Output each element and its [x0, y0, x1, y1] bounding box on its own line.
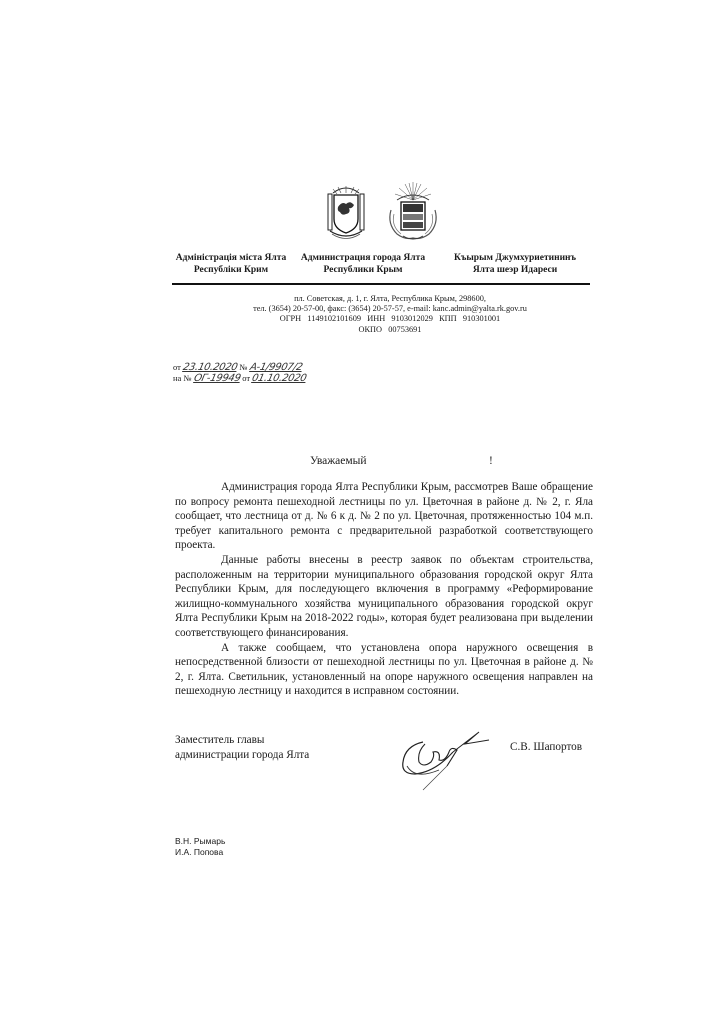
reply-from-label: от — [242, 373, 251, 383]
address-line: пл. Советская, д. 1, г. Ялта, Республика Крым, 298600, — [294, 294, 486, 303]
org-name-ukrainian — [172, 252, 290, 276]
org-name-crimean-tatar-line-2: Ялта шеэр Идареси — [472, 265, 558, 275]
outgoing-number: А-1/9907/2 — [248, 362, 304, 373]
signatory-position — [175, 733, 309, 762]
phone-fax-email-line: тел. (3654) 20-57-00, факс: (3654) 20-57-57, e-mail: kanc.admin@yalta.rk.gov.ru — [253, 304, 527, 314]
incoming-reference — [173, 373, 307, 384]
org-name-crimean-tatar — [440, 252, 590, 276]
salutation-end: ! — [489, 455, 493, 467]
org-name-russian-line-1: Администрация города Ялта — [300, 253, 426, 263]
executor-name: В.Н. Рымарь — [175, 836, 226, 846]
salutation: Уважаемый — [310, 455, 367, 467]
reply-number: ОГ-19949 — [192, 373, 242, 384]
signatory-name: С.В. Шапортов — [510, 741, 583, 753]
okpo-line: ОКПО 00753691 — [358, 324, 422, 334]
number-label: № — [239, 362, 248, 372]
org-name-crimean-tatar-line-1: Къырым Джумхуриетининъ — [453, 253, 577, 263]
executors — [175, 836, 225, 857]
signatory-position-line-2: администрации города Ялта — [175, 748, 310, 761]
from-label: от — [173, 362, 181, 372]
outgoing-reference — [173, 362, 302, 373]
outgoing-date: 23.10.2020 — [181, 362, 239, 373]
body-paragraph: Администрация города Ялта Республики Крым, рассмотрев Ваше обращение по вопросу ремонта пешеходной лестницы по ул. Цветочная в районе д. № 2, г. Яла сообщает, что лестница от д. № 6 к д. № 2 по ул. Цветочная, протяженностью 104 м.п. требует капитального ремонта с предварительной разработкой соответствующего проекта. — [175, 481, 593, 552]
registration-codes-line: ОГРН 1149102101609 ИНН 9103012029 КПП 910301001 — [279, 314, 501, 324]
contact-details — [210, 294, 570, 335]
body-paragraph: Данные работы внесены в реестр заявок по объектам строительства, расположенным на территории муниципального образования городской округ Ялта Республики Крым, для последующего включения в программу «Реформирование жилищно-коммунального хозяйства муниципального образования городской округ Ялта Республики Крым на 2018-2022 годы», которая будет реализована при выделении соответствующего финансирования. — [175, 553, 593, 639]
signatory-position-line-1: Заместитель главы — [175, 734, 265, 746]
yalta-coat-of-arms-icon — [385, 180, 441, 244]
crimea-coat-of-arms-icon — [325, 185, 367, 241]
letterhead-divider — [172, 283, 590, 285]
org-name-ukrainian-line-2: Республіки Крим — [193, 265, 269, 275]
handwritten-signature-icon — [395, 722, 495, 792]
org-name-russian — [296, 252, 430, 276]
reply-number-label: на № — [173, 373, 192, 383]
body-paragraph: А также сообщаем, что установлена опора наружного освещения в непосредственной близости от пешеходной лестницы по ул. Цветочная в районе д. № 2, г. Ялта. Светильник, установленный на опоре наружного освещения направлен на пешеходную лестницу и находится в исправном состоянии. — [175, 641, 593, 698]
org-name-ukrainian-line-1: Адміністрація міста Ялта — [175, 253, 287, 263]
reply-date: 01.10.2020 — [251, 373, 308, 384]
executor-name: И.А. Попова — [175, 846, 224, 857]
org-name-russian-line-2: Республики Крым — [323, 265, 403, 275]
letter-body — [175, 480, 593, 699]
